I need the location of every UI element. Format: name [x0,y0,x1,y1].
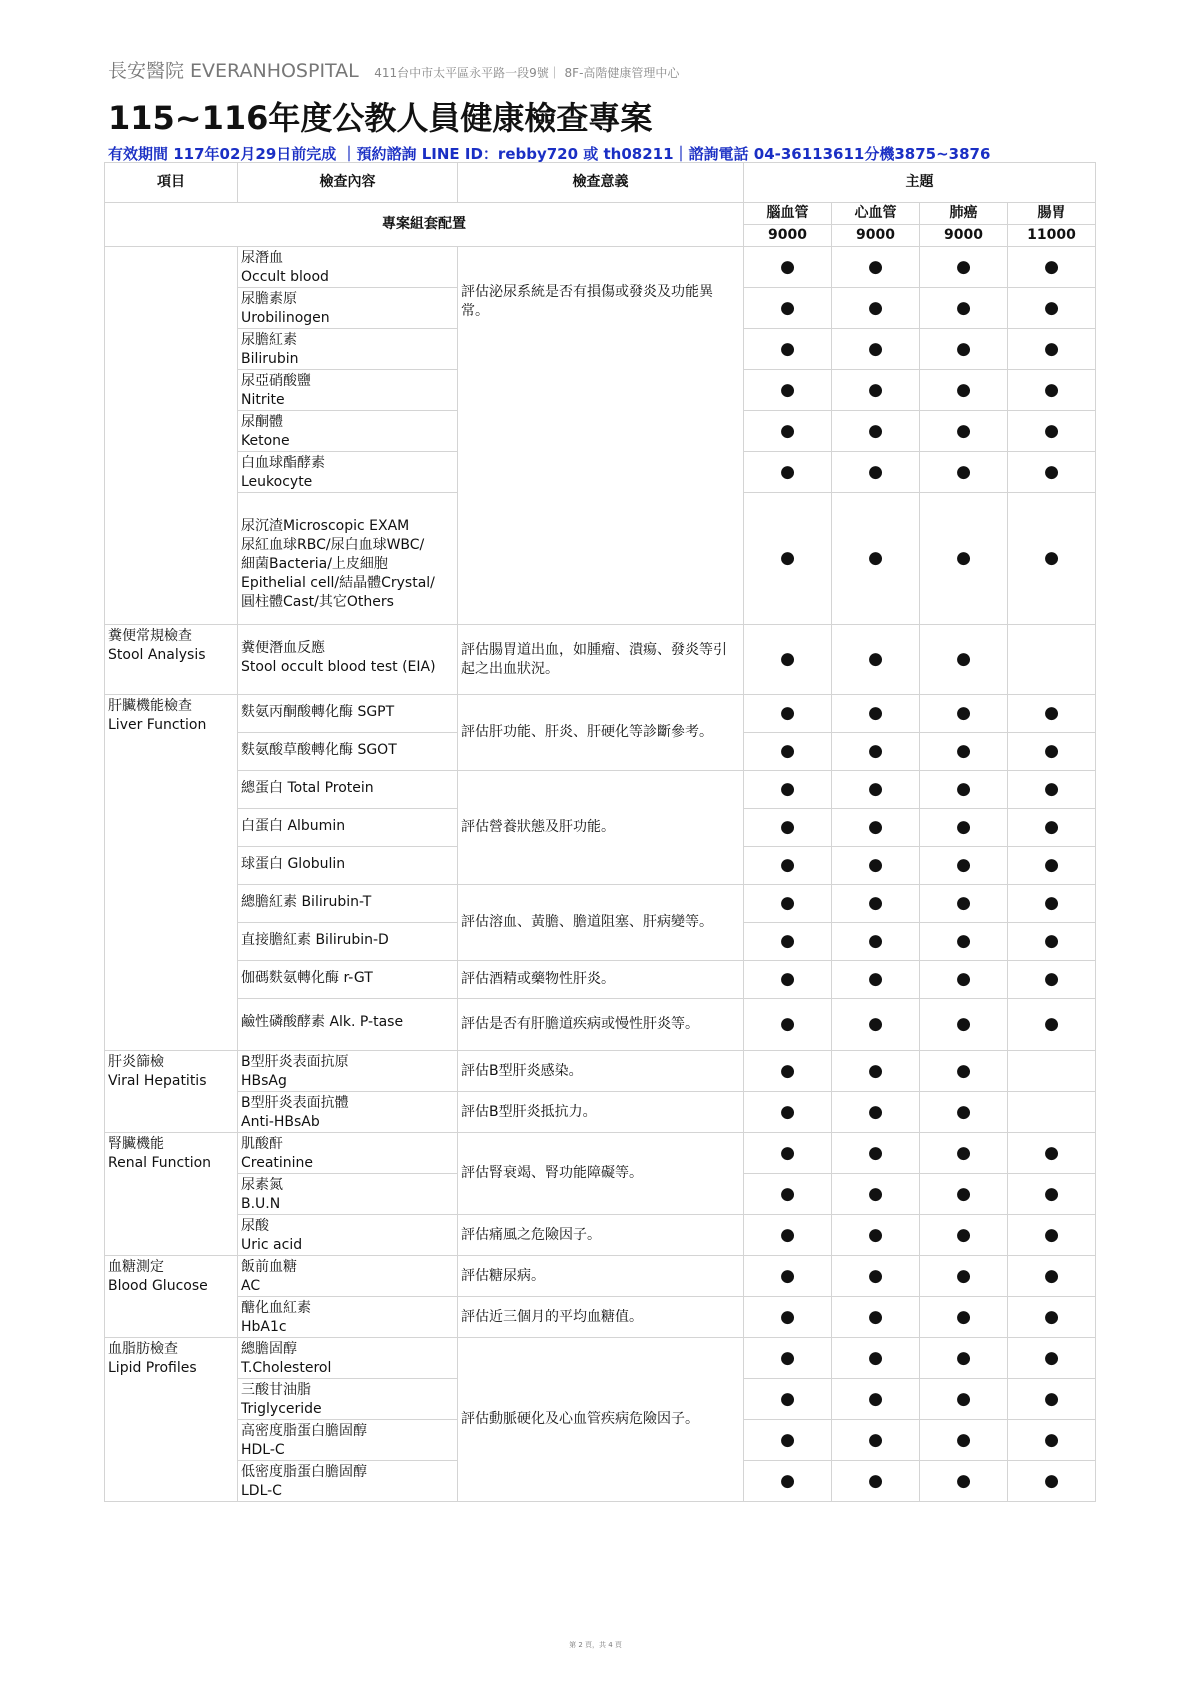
package-included-mark: ● [920,1338,1008,1379]
package-included-mark: ● [920,1133,1008,1174]
package-included-mark: ● [832,1420,920,1461]
package-included-mark: ● [832,1215,920,1256]
package-included-mark: ● [744,247,832,288]
package-included-mark: ● [1008,1297,1096,1338]
hospital-address: 411台中市太平區永平路一段9號｜ 8F-高階健康管理中心 [374,66,680,80]
package-included-mark: ● [744,1461,832,1502]
package-included-mark: ● [920,1051,1008,1092]
table-row [105,625,1096,695]
hospital-line [108,56,1108,83]
package-included-mark: ● [1008,809,1096,847]
test-name-cell: 總膽紅素 Bilirubin-T [238,885,458,923]
package-included-mark: ● [920,923,1008,961]
package-included-mark: ● [1008,247,1096,288]
package-price: 9000 [920,225,1008,247]
test-meaning-cell: 評估痛風之危險因子。 [458,1215,744,1256]
package-included-mark: ● [920,625,1008,695]
package-included-mark: ● [832,1297,920,1338]
test-name-cell: 直接膽紅素 Bilirubin-D [238,923,458,961]
package-included-mark: ● [920,329,1008,370]
package-name: 腸胃 [1008,203,1096,225]
package-included-mark: ● [744,999,832,1051]
test-name-cell: 尿亞硝酸鹽 Nitrite [238,370,458,411]
package-included-mark: ● [832,1461,920,1502]
package-included-mark: ● [1008,1379,1096,1420]
test-name-cell: 糞便潛血反應 Stool occult blood test (EIA) [238,625,458,695]
package-included-mark: ● [744,411,832,452]
package-included-mark: ● [920,1256,1008,1297]
package-included-mark: ● [832,452,920,493]
package-included-mark: ● [1008,847,1096,885]
package-included-mark: ● [832,493,920,625]
package-included-mark: ● [1008,1133,1096,1174]
package-included-mark: ● [832,1092,920,1133]
test-meaning-cell: 評估溶血、黃膽、膽道阻塞、肝病變等。 [458,885,744,961]
category-cell: 肝臟機能檢查 Liver Function [105,695,238,1051]
package-included-mark [1008,1051,1096,1092]
test-name-cell: 總蛋白 Total Protein [238,771,458,809]
package-included-mark: ● [920,247,1008,288]
package-included-mark: ● [744,1174,832,1215]
package-included-mark: ● [832,771,920,809]
package-included-mark: ● [920,809,1008,847]
package-included-mark: ● [744,1133,832,1174]
table-row [105,771,1096,809]
package-included-mark: ● [920,493,1008,625]
package-included-mark: ● [744,1338,832,1379]
package-included-mark: ● [832,1174,920,1215]
test-name-cell: 醣化血紅素 HbA1c [238,1297,458,1338]
checkup-table [104,162,1096,1502]
test-name-cell: 麩氨酸草酸轉化酶 SGOT [238,733,458,771]
package-price: 9000 [744,225,832,247]
test-name-cell: 尿膽紅素 Bilirubin [238,329,458,370]
package-included-mark: ● [1008,1461,1096,1502]
package-included-mark: ● [832,247,920,288]
test-name-cell: 飯前血糖 AC [238,1256,458,1297]
category-cell: 肝炎篩檢 Viral Hepatitis [105,1051,238,1133]
test-meaning-cell: 評估腸胃道出血，如腫瘤、潰瘍、發炎等引起之出血狀況。 [458,625,744,695]
page-header [108,56,1108,164]
package-included-mark: ● [744,847,832,885]
test-meaning-cell: 評估動脈硬化及心血管疾病危險因子。 [458,1338,744,1502]
package-included-mark: ● [744,1051,832,1092]
package-included-mark: ● [1008,493,1096,625]
test-name-cell: 麩氨丙酮酸轉化酶 SGPT [238,695,458,733]
package-included-mark: ● [920,999,1008,1051]
test-name-cell: 尿膽素原 Urobilinogen [238,288,458,329]
table-body [105,247,1096,1502]
package-included-mark: ● [920,695,1008,733]
package-included-mark: ● [1008,999,1096,1051]
package-included-mark: ● [744,1379,832,1420]
package-included-mark: ● [920,885,1008,923]
package-name-row [105,203,1096,225]
test-name-cell: 伽碼麩氨轉化酶 r-GT [238,961,458,999]
package-included-mark: ● [832,809,920,847]
package-included-mark: ● [832,1379,920,1420]
package-included-mark: ● [920,961,1008,999]
package-included-mark [1008,625,1096,695]
test-name-cell: 尿酮體 Ketone [238,411,458,452]
package-included-mark: ● [920,411,1008,452]
package-included-mark: ● [832,370,920,411]
package-name: 肺癌 [920,203,1008,225]
category-cell: 腎臟機能 Renal Function [105,1133,238,1256]
package-included-mark: ● [920,771,1008,809]
test-name-cell: 白蛋白 Albumin [238,809,458,847]
package-included-mark: ● [744,771,832,809]
test-meaning-cell: 評估近三個月的平均血糖值。 [458,1297,744,1338]
package-included-mark: ● [744,452,832,493]
package-included-mark [1008,1092,1096,1133]
col-header-content: 檢查內容 [238,163,458,203]
col-header-item: 項目 [105,163,238,203]
package-included-mark: ● [744,809,832,847]
package-price: 9000 [832,225,920,247]
package-included-mark: ● [1008,1215,1096,1256]
table-row [105,999,1096,1051]
package-included-mark: ● [744,695,832,733]
package-included-mark: ● [1008,733,1096,771]
package-included-mark: ● [920,288,1008,329]
package-included-mark: ● [920,1174,1008,1215]
category-cell: 糞便常規檢查 Stool Analysis [105,625,238,695]
package-included-mark: ● [832,847,920,885]
table-row [105,695,1096,733]
test-meaning-cell: 評估糖尿病。 [458,1256,744,1297]
package-included-mark: ● [744,885,832,923]
package-included-mark: ● [920,370,1008,411]
package-included-mark: ● [832,733,920,771]
table-row [105,1256,1096,1297]
test-name-cell: 總膽固醇 T.Cholesterol [238,1338,458,1379]
package-included-mark: ● [744,961,832,999]
table-row [105,1297,1096,1338]
package-name: 心血管 [832,203,920,225]
page-subtitle: 有效期間 117年02月29日前完成 ｜預約諮詢 LINE ID：rebby720 或 th08211｜諮詢電話 04-36113611分機3875~3876 [108,145,991,163]
package-included-mark: ● [1008,1256,1096,1297]
test-name-cell: B型肝炎表面抗原 HBsAg [238,1051,458,1092]
test-meaning-cell: 評估B型肝炎感染。 [458,1051,744,1092]
test-name-cell: 尿酸 Uric acid [238,1215,458,1256]
category-cell [105,247,238,625]
test-name-cell: 鹼性磷酸酵素 Alk. P-tase [238,999,458,1051]
package-included-mark: ● [832,625,920,695]
col-header-meaning: 檢查意義 [458,163,744,203]
test-name-cell: 尿潛血 Occult blood [238,247,458,288]
table-row [105,247,1096,288]
test-meaning-cell: 評估營養狀態及肝功能。 [458,771,744,885]
col-header-theme: 主題 [744,163,1096,203]
test-name-cell: 低密度脂蛋白膽固醇 LDL-C [238,1461,458,1502]
test-name-cell: 肌酸酐 Creatinine [238,1133,458,1174]
test-meaning-cell: 評估酒精或藥物性肝炎。 [458,961,744,999]
test-meaning-cell: 評估肝功能、肝炎、肝硬化等診斷參考。 [458,695,744,771]
package-included-mark: ● [920,1379,1008,1420]
page-footer: 第 2 頁，共 4 頁 [569,1641,622,1649]
package-included-mark: ● [920,452,1008,493]
package-included-mark: ● [1008,923,1096,961]
table-row [105,1338,1096,1379]
test-name-cell: 尿素氮 B.U.N [238,1174,458,1215]
package-included-mark: ● [832,695,920,733]
table-header-row [105,163,1096,203]
category-cell: 血糖測定 Blood Glucose [105,1256,238,1338]
test-meaning-cell: 評估泌尿系統是否有損傷或發炎及功能異常。 [458,247,744,625]
package-included-mark: ● [744,733,832,771]
test-name-cell: B型肝炎表面抗體 Anti-HBsAb [238,1092,458,1133]
table-row [105,1092,1096,1133]
package-included-mark: ● [920,733,1008,771]
package-included-mark: ● [744,625,832,695]
package-included-mark: ● [1008,329,1096,370]
test-name-cell: 高密度脂蛋白膽固醇 HDL-C [238,1420,458,1461]
package-name: 腦血管 [744,203,832,225]
package-included-mark: ● [832,961,920,999]
package-included-mark: ● [744,329,832,370]
package-included-mark: ● [920,1420,1008,1461]
package-included-mark: ● [744,370,832,411]
package-included-mark: ● [832,999,920,1051]
package-included-mark: ● [1008,961,1096,999]
package-included-mark: ● [1008,771,1096,809]
test-name-cell: 白血球酯酵素 Leukocyte [238,452,458,493]
package-included-mark: ● [832,923,920,961]
package-included-mark: ● [1008,885,1096,923]
test-meaning-cell: 評估B型肝炎抵抗力。 [458,1092,744,1133]
package-included-mark: ● [832,1051,920,1092]
package-included-mark: ● [1008,1174,1096,1215]
package-included-mark: ● [920,1297,1008,1338]
category-cell: 血脂肪檢查 Lipid Profiles [105,1338,238,1502]
package-included-mark: ● [744,1297,832,1338]
package-included-mark: ● [1008,411,1096,452]
package-price: 11000 [1008,225,1096,247]
package-label: 專案組套配置 [105,203,744,247]
package-included-mark: ● [920,1215,1008,1256]
table-row [105,961,1096,999]
package-included-mark: ● [1008,1338,1096,1379]
package-included-mark: ● [920,847,1008,885]
package-included-mark: ● [832,288,920,329]
package-included-mark: ● [920,1461,1008,1502]
page-title: 115~116年度公教人員健康檢查專案 [108,99,653,137]
package-included-mark: ● [1008,695,1096,733]
package-included-mark: ● [744,1092,832,1133]
package-included-mark: ● [832,885,920,923]
package-included-mark: ● [744,923,832,961]
test-name-cell: 尿沉渣Microscopic EXAM 尿紅血球RBC/尿白血球WBC/ 細菌Bacteria/上皮細胞 Epithelial cell/結晶體Crystal/ 圓柱體Cast/其它Others [238,493,458,625]
package-included-mark: ● [744,1215,832,1256]
test-meaning-cell: 評估腎衰竭、腎功能障礙等。 [458,1133,744,1215]
table-row [105,1051,1096,1092]
package-included-mark: ● [1008,288,1096,329]
package-included-mark: ● [744,288,832,329]
package-included-mark: ● [920,1092,1008,1133]
package-included-mark: ● [744,493,832,625]
hospital-name: 長安醫院 EVERANHOSPITAL [108,60,359,82]
package-included-mark: ● [832,411,920,452]
package-included-mark: ● [832,1256,920,1297]
table-row [105,1215,1096,1256]
package-included-mark: ● [1008,1420,1096,1461]
package-included-mark: ● [744,1420,832,1461]
test-meaning-cell: 評估是否有肝膽道疾病或慢性肝炎等。 [458,999,744,1051]
package-included-mark: ● [1008,370,1096,411]
package-included-mark: ● [1008,452,1096,493]
test-name-cell: 三酸甘油脂 Triglyceride [238,1379,458,1420]
package-included-mark: ● [832,1338,920,1379]
package-included-mark: ● [832,329,920,370]
test-name-cell: 球蛋白 Globulin [238,847,458,885]
package-included-mark: ● [744,1256,832,1297]
table-row [105,885,1096,923]
table-row [105,1133,1096,1174]
package-included-mark: ● [832,1133,920,1174]
